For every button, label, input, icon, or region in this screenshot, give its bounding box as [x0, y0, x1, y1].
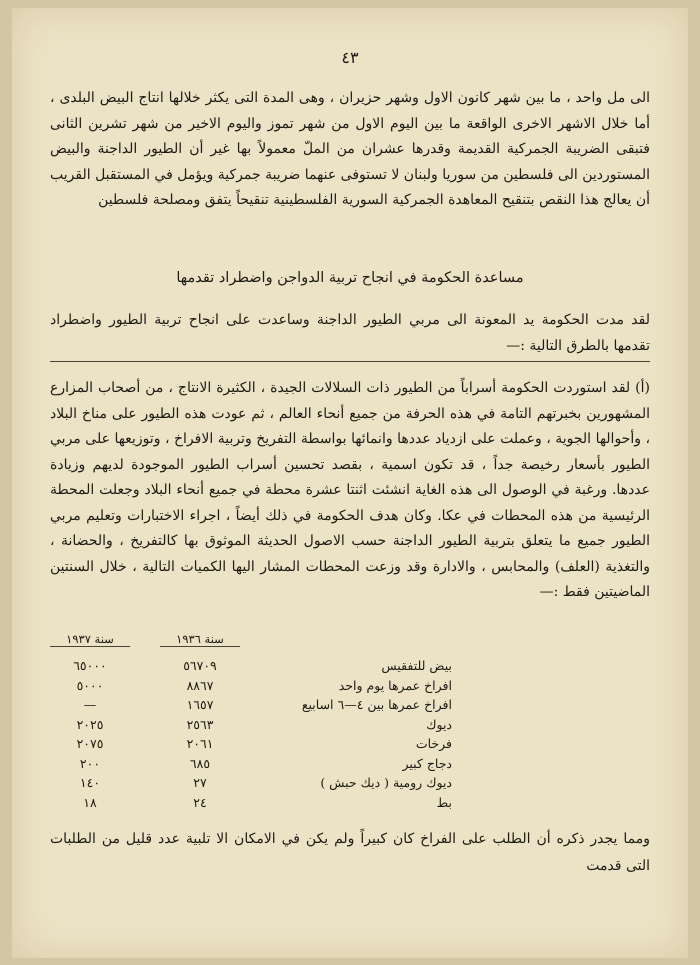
value-1936: ١٦٥٧ — [186, 697, 214, 712]
value-1936: ٨٨٦٧ — [186, 677, 214, 693]
value-1937: ١٤٠ — [79, 775, 101, 790]
header-1936: سنة ١٩٣٦ — [160, 632, 240, 647]
table-row — [50, 795, 650, 815]
value-1936: ٢٠٦١ — [186, 736, 214, 751]
table-row — [50, 697, 650, 717]
value-1936: ٥٦٧٠٩ — [183, 658, 217, 673]
row-label: ديوك رومية ( ديك حبش ) — [320, 775, 452, 790]
value-1936: ٢٥٦٣ — [186, 716, 214, 732]
paragraph-import: (أ) لقد استوردت الحكومة أسراباً من الطيور ذات السلالات الجيدة ، الكثيرة الانتاج ، من أصحاب المزارع المشهورين بخبرتهم التامة في هذه الحرفة من جميع أنحاء العالم ، ثم عودت هذه الطيور على مناخ البلاد ، وأحوالها الجوية ، وعملت على ازدياد عددها وانمائها بواسطة التفريخ وتربية الافراخ ، وتوزيعها على مربي الطيور بأسعار رخيصة جداً ، قد تكون اسمية ، بقصد تحسين أسراب الطيور الموجودة لديهم وزيادة عددها. ورغبة في الوصول الى هذه الغاية انشئت اثنتا عشرة محطة في جميع أنحاء البلاد وجعلت المحطة الرئيسية من هذه المحطات في عكا. وكان هدف الحكومة في ذلك أيضاً ، اجراء الاختبارات وتعليم مربي الطيور جميع ما يتعلق بتربية الطيور الداجنة حسب الاصول الحديثة الموثوق بها كالتفريخ ، والحضانة ، والتغذية (العلف) والمحابس ، والادارة وقد وزعت المحطات المشار اليها الكميات التالية ، خلال السنتين الماضيتين فقط :— — [50, 380, 650, 600]
row-label: فرخات — [415, 736, 452, 751]
value-1936: ٢٧ — [193, 775, 207, 790]
value-1937: ٦٥٠٠٠ — [73, 658, 107, 673]
paragraph-demand: ومما يجدر ذكره أن الطلب على الفراخ كان كبيراً ولم يكن في الامكان الا تلبية عدد قليل من الطلبات التى قدمت — [50, 831, 650, 874]
page-content — [50, 8, 650, 958]
table-row — [50, 658, 650, 678]
distribution-table — [50, 632, 650, 814]
section-heading: مساعدة الحكومة في انجاح تربية الدواجن واضطراد تقدمها — [176, 270, 524, 286]
table-header — [50, 632, 650, 654]
table-row — [50, 717, 650, 737]
table-row — [50, 736, 650, 756]
value-1937: ٢٠٢٥ — [76, 716, 104, 732]
paragraph-intro: لقد مدت الحكومة يد المعونة الى مربي الطيور الداجنة وساعدت على انجاح تربية الطيور واضطراد تقدمها بالطرق التالية :— — [50, 312, 650, 354]
value-1936: ٦٨٥ — [189, 755, 211, 771]
row-label: بيض للتفقيس — [381, 658, 452, 673]
value-1937: ٢٠٧٥ — [76, 736, 104, 751]
divider — [50, 361, 650, 362]
paragraph-customs: الى مل واحد ، ما بين شهر كانون الاول وشهر حزيران ، وهى المدة التى يكثر خلالها انتاج البيض البلدى ، أما خلال الاشهر الاخرى الواقعة ما بين اليوم الاول من شهر تموز واليوم الاخير من شهر تشرين الثانى فتبقى الضريبة الجمركية القديمة وقدرها عشران من الملّ معمولاً بها غير أن الطيور الداجنة والبيض المستوردين الى فلسطين من سوريا ولبنان لا تستوفى عنهما ضريبة جمركية ويؤمل في المستقبل القريب أن يعالج هذا النقص بتنقيح المعاهدة الجمركية السورية الفلسطينية تنقيحاً يتفق ومصلحة فلسطين — [50, 90, 650, 208]
table-row — [50, 756, 650, 776]
table-row — [50, 775, 650, 795]
value-1936: ٢٤ — [193, 794, 207, 810]
value-1937: ٥٠٠٠ — [76, 677, 104, 693]
header-1937: سنة ١٩٣٧ — [50, 632, 130, 647]
row-label: افراخ عمرها بين ٤—٦ اسابيع — [301, 697, 452, 712]
value-1937: — — [83, 697, 97, 712]
page — [12, 8, 688, 958]
row-label: افراخ عمرها يوم واحد — [338, 677, 452, 693]
table-row — [50, 678, 650, 698]
row-label: بط — [436, 794, 452, 810]
row-label: دجاج كبير — [402, 755, 452, 771]
value-1937: ٢٠٠ — [79, 755, 101, 771]
row-label: ديوك — [426, 716, 452, 732]
value-1937: ١٨ — [83, 794, 97, 810]
page-number: ٤٣ — [341, 48, 359, 67]
